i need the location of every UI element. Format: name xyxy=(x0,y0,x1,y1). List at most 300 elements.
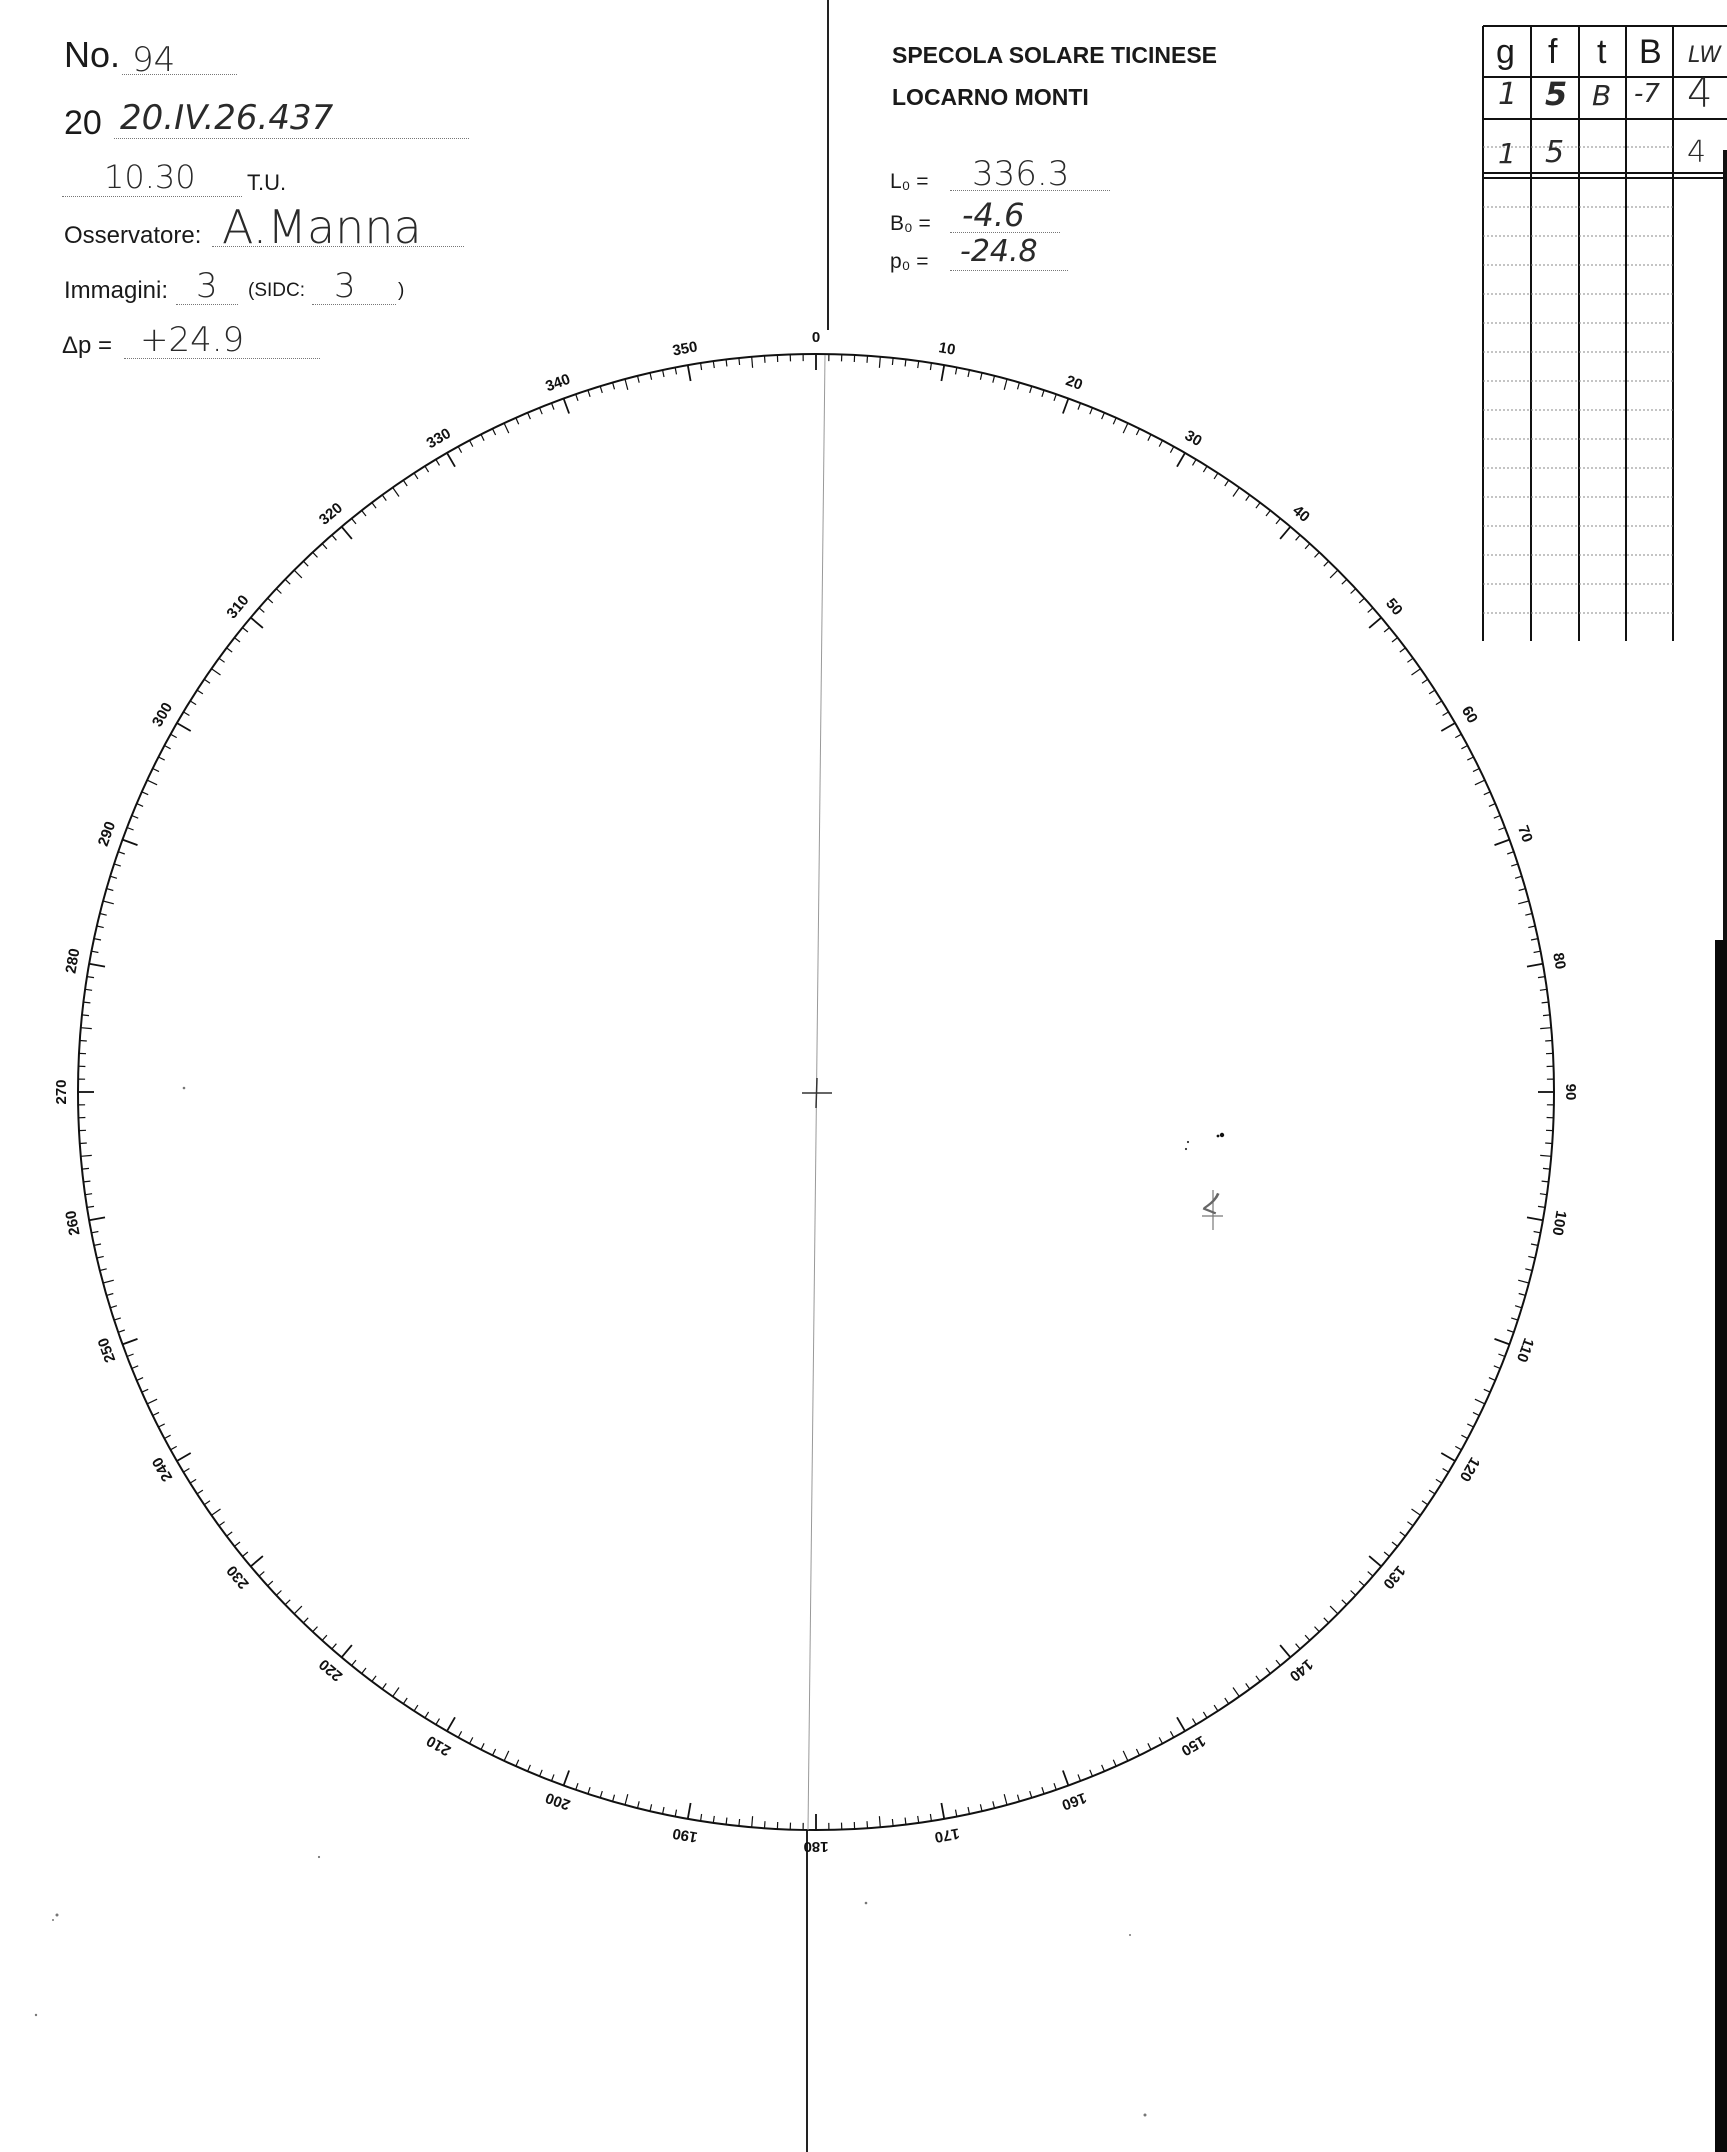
degree-tick xyxy=(1543,1015,1550,1016)
degree-tick xyxy=(1369,1556,1381,1566)
degree-tick xyxy=(352,519,356,524)
degree-tick xyxy=(403,1698,407,1704)
degree-tick xyxy=(87,977,94,978)
degree-tick xyxy=(675,1810,676,1817)
degree-tick xyxy=(1170,1731,1173,1737)
degree-tick xyxy=(1484,1389,1490,1392)
col-header-t: t xyxy=(1597,33,1607,71)
degree-tick xyxy=(1113,418,1116,424)
row2-f: 5 xyxy=(1545,135,1565,170)
degree-tick xyxy=(739,358,740,365)
degree-tick xyxy=(1102,413,1105,419)
col-header-g: g xyxy=(1496,33,1515,71)
degree-tick xyxy=(85,989,92,990)
degree-tick xyxy=(564,399,570,414)
degree-tick xyxy=(234,638,240,642)
degree-tick xyxy=(313,1627,318,1632)
degree-label-110: 110 xyxy=(1512,1335,1538,1365)
degree-tick xyxy=(1540,1155,1551,1156)
degree-tick xyxy=(765,356,766,363)
degree-tick xyxy=(81,1028,92,1029)
number-label: No. xyxy=(64,34,121,75)
degree-label-200: 200 xyxy=(543,1788,573,1814)
degree-tick xyxy=(1545,1041,1552,1042)
degree-tick xyxy=(382,1683,386,1689)
degree-tick xyxy=(447,453,455,467)
degree-tick xyxy=(219,658,225,662)
degree-tick xyxy=(458,447,461,453)
degree-tick xyxy=(1545,1143,1552,1144)
degree-tick xyxy=(1203,466,1207,472)
degree-tick xyxy=(1136,1749,1139,1755)
degree-tick xyxy=(1538,1206,1545,1207)
degree-tick xyxy=(372,503,376,509)
degree-tick xyxy=(1342,1600,1347,1605)
degree-tick xyxy=(322,544,327,549)
B0-label: B₀ = xyxy=(890,212,931,235)
degree-tick xyxy=(528,1765,531,1771)
degree-tick xyxy=(1225,480,1229,486)
date-value: 20.IV.26.437 xyxy=(120,98,334,138)
degree-tick xyxy=(1193,1719,1197,1725)
degree-label-60: 60 xyxy=(1457,703,1481,727)
degree-tick xyxy=(1280,1645,1290,1657)
L0-value: 336.3 xyxy=(972,154,1070,194)
degree-label-250: 250 xyxy=(94,1335,120,1365)
degree-tick xyxy=(1475,780,1485,785)
degree-tick xyxy=(1527,964,1543,967)
degree-tick xyxy=(1498,1354,1505,1357)
degree-tick xyxy=(552,403,555,410)
degree-tick xyxy=(1507,1330,1514,1332)
degree-tick xyxy=(1422,1501,1428,1505)
degree-tick xyxy=(1054,394,1056,401)
degree-tick xyxy=(941,1803,944,1819)
degree-label-90: 90 xyxy=(1562,1083,1580,1101)
degree-label-340: 340 xyxy=(543,370,573,396)
degree-tick xyxy=(127,828,134,831)
degree-tick xyxy=(127,1354,134,1357)
degree-tick xyxy=(701,1814,702,1821)
degree-tick xyxy=(576,394,578,401)
degree-tick xyxy=(1528,926,1535,928)
degree-tick xyxy=(1475,1399,1485,1404)
degree-tick xyxy=(1330,570,1338,578)
col-header-B: B xyxy=(1639,33,1662,71)
degree-tick xyxy=(1359,1581,1364,1586)
degree-tick xyxy=(1342,579,1347,584)
degree-tick xyxy=(726,1818,727,1825)
degree-tick xyxy=(81,1155,92,1156)
degree-tick xyxy=(1525,914,1532,916)
degree-tick xyxy=(425,1712,429,1718)
degree-label-120: 120 xyxy=(1455,1454,1484,1485)
degree-tick xyxy=(342,527,352,539)
degree-tick xyxy=(1455,734,1461,737)
degree-tick xyxy=(227,648,233,652)
degree-tick xyxy=(1489,1378,1495,1381)
degree-label-150: 150 xyxy=(1178,1731,1209,1760)
degree-tick xyxy=(313,552,318,557)
degree-tick xyxy=(177,723,191,731)
degree-tick xyxy=(1384,1552,1389,1556)
degree-tick xyxy=(930,363,931,370)
degree-tick xyxy=(153,769,159,772)
degree-tick xyxy=(190,1479,196,1483)
degree-tick xyxy=(892,358,893,365)
degree-tick xyxy=(941,365,944,381)
degree-tick xyxy=(123,840,138,846)
degree-tick xyxy=(425,466,429,472)
degree-tick xyxy=(276,589,281,594)
degree-tick xyxy=(1315,552,1320,557)
degree-tick xyxy=(114,864,121,866)
degree-label-20: 20 xyxy=(1063,372,1085,394)
degree-tick xyxy=(1054,1783,1056,1790)
degree-tick xyxy=(1507,852,1514,854)
degree-tick xyxy=(227,1532,233,1536)
degree-tick xyxy=(1527,1217,1543,1220)
degree-tick xyxy=(1441,723,1455,731)
degree-tick xyxy=(1368,1572,1373,1577)
degree-tick xyxy=(1538,977,1545,978)
degree-tick xyxy=(1429,690,1435,694)
degree-tick xyxy=(268,1581,273,1586)
degree-tick xyxy=(1461,1435,1467,1438)
p0-value: -24.8 xyxy=(960,234,1038,269)
degree-tick xyxy=(1531,939,1538,940)
degree-tick xyxy=(613,1795,615,1802)
degree-tick xyxy=(1042,390,1044,397)
p0-label: p₀ = xyxy=(890,250,929,273)
row1-g: 1 xyxy=(1498,77,1518,112)
scan-specks xyxy=(35,1087,1147,2117)
degree-tick xyxy=(1441,1453,1455,1461)
degree-tick xyxy=(158,1424,164,1427)
degree-tick xyxy=(1540,989,1547,990)
degree-tick xyxy=(1412,669,1421,675)
degree-tick xyxy=(403,480,407,486)
degree-tick xyxy=(1407,1522,1413,1526)
institution-line2: LOCARNO MONTI xyxy=(892,84,1089,110)
degree-tick xyxy=(1148,1743,1151,1749)
degree-tick xyxy=(1266,1668,1270,1674)
degree-tick xyxy=(481,1743,484,1749)
degree-tick xyxy=(1542,1181,1549,1182)
degree-tick xyxy=(625,379,628,390)
degree-label-280: 280 xyxy=(62,947,84,975)
degree-tick xyxy=(1400,648,1406,652)
degree-tick xyxy=(1443,1469,1449,1473)
degree-tick xyxy=(1534,951,1541,952)
degree-tick xyxy=(303,1618,308,1623)
degree-tick xyxy=(147,1399,157,1404)
degree-tick xyxy=(1495,840,1510,846)
degree-tick xyxy=(956,368,957,375)
degree-tick xyxy=(332,535,337,540)
degree-tick xyxy=(97,926,104,928)
degree-tick xyxy=(259,608,264,613)
degree-tick xyxy=(1159,440,1162,446)
degree-tick xyxy=(1519,889,1526,891)
degree-tick xyxy=(1004,379,1007,390)
degree-tick xyxy=(1123,423,1128,433)
degree-tick xyxy=(552,1774,555,1781)
degree-tick xyxy=(470,440,473,446)
degree-tick xyxy=(867,1821,868,1828)
degree-tick xyxy=(956,1810,957,1817)
degree-tick xyxy=(930,1814,931,1821)
degree-tick xyxy=(752,1816,753,1827)
degree-tick xyxy=(82,1015,89,1016)
degree-tick xyxy=(268,598,273,603)
degree-tick xyxy=(285,579,290,584)
degree-label-40: 40 xyxy=(1289,502,1313,526)
degree-tick xyxy=(663,370,664,377)
time-value: 10.30 xyxy=(104,158,196,196)
degree-tick xyxy=(137,804,143,807)
degree-tick xyxy=(1063,1771,1069,1786)
degree-tick xyxy=(89,1217,105,1220)
degree-tick xyxy=(234,1542,240,1546)
degree-tick xyxy=(1276,1660,1280,1665)
degree-tick xyxy=(322,1635,327,1640)
degree-tick xyxy=(1225,1698,1229,1704)
degree-tick xyxy=(1078,403,1081,410)
degree-tick xyxy=(1531,1244,1538,1245)
L0-label: L₀ = xyxy=(890,170,929,193)
degree-tick xyxy=(212,1509,221,1515)
degree-tick xyxy=(171,734,177,737)
degree-tick xyxy=(540,1770,543,1777)
degree-tick xyxy=(588,1787,590,1794)
degree-tick xyxy=(183,1469,189,1473)
degree-tick xyxy=(1467,757,1473,760)
degree-tick xyxy=(1148,434,1151,440)
degree-tick xyxy=(1534,1232,1541,1233)
degree-tick xyxy=(638,1801,640,1808)
degree-tick xyxy=(107,1294,114,1296)
degree-tick xyxy=(276,1591,281,1596)
degree-tick xyxy=(1113,1760,1116,1766)
degree-tick xyxy=(1296,535,1301,540)
degree-label-260: 260 xyxy=(62,1209,84,1237)
degree-tick xyxy=(84,1181,91,1182)
degree-tick xyxy=(1214,473,1218,479)
degree-tick xyxy=(1542,1002,1549,1003)
degree-tick xyxy=(362,1668,366,1674)
degree-tick xyxy=(158,757,164,760)
degree-tick xyxy=(458,1731,461,1737)
degree-tick xyxy=(613,383,615,390)
degree-tick xyxy=(197,690,203,694)
degree-tick xyxy=(393,488,399,497)
degree-tick xyxy=(1256,1676,1260,1682)
degree-tick xyxy=(905,1818,906,1825)
degree-tick xyxy=(688,1803,691,1819)
degree-tick xyxy=(1429,1490,1435,1494)
degree-tick xyxy=(352,1660,356,1665)
degree-tick xyxy=(94,939,101,940)
degree-tick xyxy=(739,1819,740,1826)
degree-tick xyxy=(251,1556,263,1566)
degree-tick xyxy=(82,1168,89,1169)
degree-tick xyxy=(1078,1774,1081,1781)
degree-label-270: 270 xyxy=(52,1079,70,1105)
degree-label-50: 50 xyxy=(1382,595,1406,619)
degree-tick xyxy=(414,1705,418,1711)
degree-tick xyxy=(372,1676,376,1682)
degree-tick xyxy=(1455,1446,1461,1449)
degree-tick xyxy=(137,1378,143,1381)
degree-tick xyxy=(1436,701,1442,705)
degree-label-0: 0 xyxy=(811,328,821,346)
degree-tick xyxy=(918,361,919,368)
degree-tick xyxy=(1467,1424,1473,1427)
sidc-label: (SIDC: xyxy=(248,280,305,301)
row1-B: -7 xyxy=(1634,79,1660,109)
center-cross xyxy=(802,1078,832,1108)
degree-tick xyxy=(342,1645,352,1657)
degree-tick xyxy=(638,376,640,383)
degree-tick xyxy=(1030,1791,1032,1798)
degree-tick xyxy=(1540,1194,1547,1195)
degree-label-70: 70 xyxy=(1514,823,1536,845)
degree-tick xyxy=(1494,816,1501,819)
degree-tick xyxy=(285,1600,290,1605)
degree-tick xyxy=(362,510,366,516)
degree-tick xyxy=(94,1244,101,1245)
degree-tick xyxy=(765,1821,766,1828)
degree-tick xyxy=(625,1794,628,1805)
degree-tick xyxy=(332,1644,337,1649)
degree-tick xyxy=(1159,1737,1162,1743)
degree-label-10: 10 xyxy=(937,339,957,359)
degree-tick xyxy=(470,1737,473,1743)
degree-tick xyxy=(183,712,189,716)
degree-tick xyxy=(663,1807,664,1814)
degree-tick xyxy=(1123,1751,1128,1761)
degree-tick xyxy=(1170,447,1173,453)
degree-tick xyxy=(1324,1618,1329,1623)
degree-tick xyxy=(600,1791,602,1798)
degree-tick xyxy=(204,1501,210,1505)
degree-tick xyxy=(142,792,148,795)
degree-tick xyxy=(713,1816,714,1823)
degree-tick xyxy=(1256,503,1260,509)
degree-tick xyxy=(243,1552,248,1556)
degree-tick xyxy=(1136,429,1139,435)
degree-tick xyxy=(87,1206,94,1207)
degree-tick xyxy=(968,1807,969,1814)
degree-label-130: 130 xyxy=(1379,1561,1409,1593)
degree-tick xyxy=(688,365,691,381)
degree-tick xyxy=(100,914,107,916)
degree-tick xyxy=(650,373,652,380)
degree-tick xyxy=(993,376,995,383)
degree-tick xyxy=(1305,1635,1310,1640)
degree-tick xyxy=(219,1522,225,1526)
degree-tick xyxy=(1518,1280,1529,1283)
degree-tick xyxy=(107,889,114,891)
degree-label-100: 100 xyxy=(1548,1209,1570,1237)
number-value: 94 xyxy=(132,40,176,80)
degree-tick xyxy=(251,618,263,628)
degree-tick xyxy=(701,363,702,370)
images-label: Immagini: xyxy=(64,277,169,304)
degree-label-210: 210 xyxy=(423,1731,454,1760)
degree-tick xyxy=(1203,1712,1207,1718)
degree-tick xyxy=(197,1490,203,1494)
degree-label-220: 220 xyxy=(315,1655,347,1685)
time-unit: T.U. xyxy=(247,170,287,195)
degree-tick xyxy=(675,368,676,375)
degree-tick xyxy=(1193,459,1197,465)
degree-tick xyxy=(879,1816,880,1827)
degree-tick xyxy=(1177,453,1185,467)
degree-tick xyxy=(132,816,139,819)
degree-tick xyxy=(243,628,248,632)
degree-tick xyxy=(1443,712,1449,716)
degree-tick xyxy=(1305,544,1310,549)
degree-tick xyxy=(212,669,221,675)
degree-tick xyxy=(1400,1532,1406,1536)
col-header-LW: LW xyxy=(1688,43,1722,68)
degree-tick xyxy=(382,495,386,501)
degree-tick xyxy=(968,370,969,377)
degree-tick xyxy=(1280,527,1290,539)
degree-tick xyxy=(493,429,496,435)
row2-g: 1 xyxy=(1498,137,1516,170)
degree-tick xyxy=(110,1306,117,1308)
degree-tick xyxy=(1214,1705,1218,1711)
degree-tick xyxy=(516,1760,519,1766)
degree-tick xyxy=(89,964,105,967)
degree-label-170: 170 xyxy=(933,1824,961,1846)
degree-label-140: 140 xyxy=(1285,1655,1317,1685)
degree-tick xyxy=(147,780,157,785)
degree-tick xyxy=(1276,519,1280,524)
row1-f: 5 xyxy=(1545,75,1568,113)
degree-label-30: 30 xyxy=(1181,427,1205,451)
degree-tick xyxy=(1518,901,1529,904)
degree-tick xyxy=(1436,1479,1442,1483)
degree-tick xyxy=(97,1256,104,1258)
degree-tick xyxy=(1233,1688,1239,1697)
degree-tick xyxy=(905,360,906,367)
degree-tick xyxy=(1540,1028,1551,1029)
degree-tick xyxy=(1461,746,1467,749)
degree-tick xyxy=(1473,1412,1479,1415)
degree-tick xyxy=(752,357,753,368)
degree-tick xyxy=(726,360,727,367)
observer-label: Osservatore: xyxy=(64,222,202,249)
observer-value: A.Manna xyxy=(222,200,422,254)
degree-tick xyxy=(1090,1770,1093,1777)
group-label: 7 xyxy=(1199,1183,1228,1220)
degree-tick xyxy=(1004,1794,1007,1805)
degree-tick xyxy=(1351,1591,1356,1596)
degree-tick xyxy=(918,1816,919,1823)
degree-tick xyxy=(118,1330,125,1332)
degree-tick xyxy=(1359,598,1364,603)
degree-label-230: 230 xyxy=(223,1561,253,1593)
degree-tick xyxy=(1422,679,1428,683)
col-header-f: f xyxy=(1548,33,1558,71)
degree-tick xyxy=(1494,1366,1501,1369)
degree-tick xyxy=(879,357,880,368)
degree-tick xyxy=(1519,1294,1526,1296)
